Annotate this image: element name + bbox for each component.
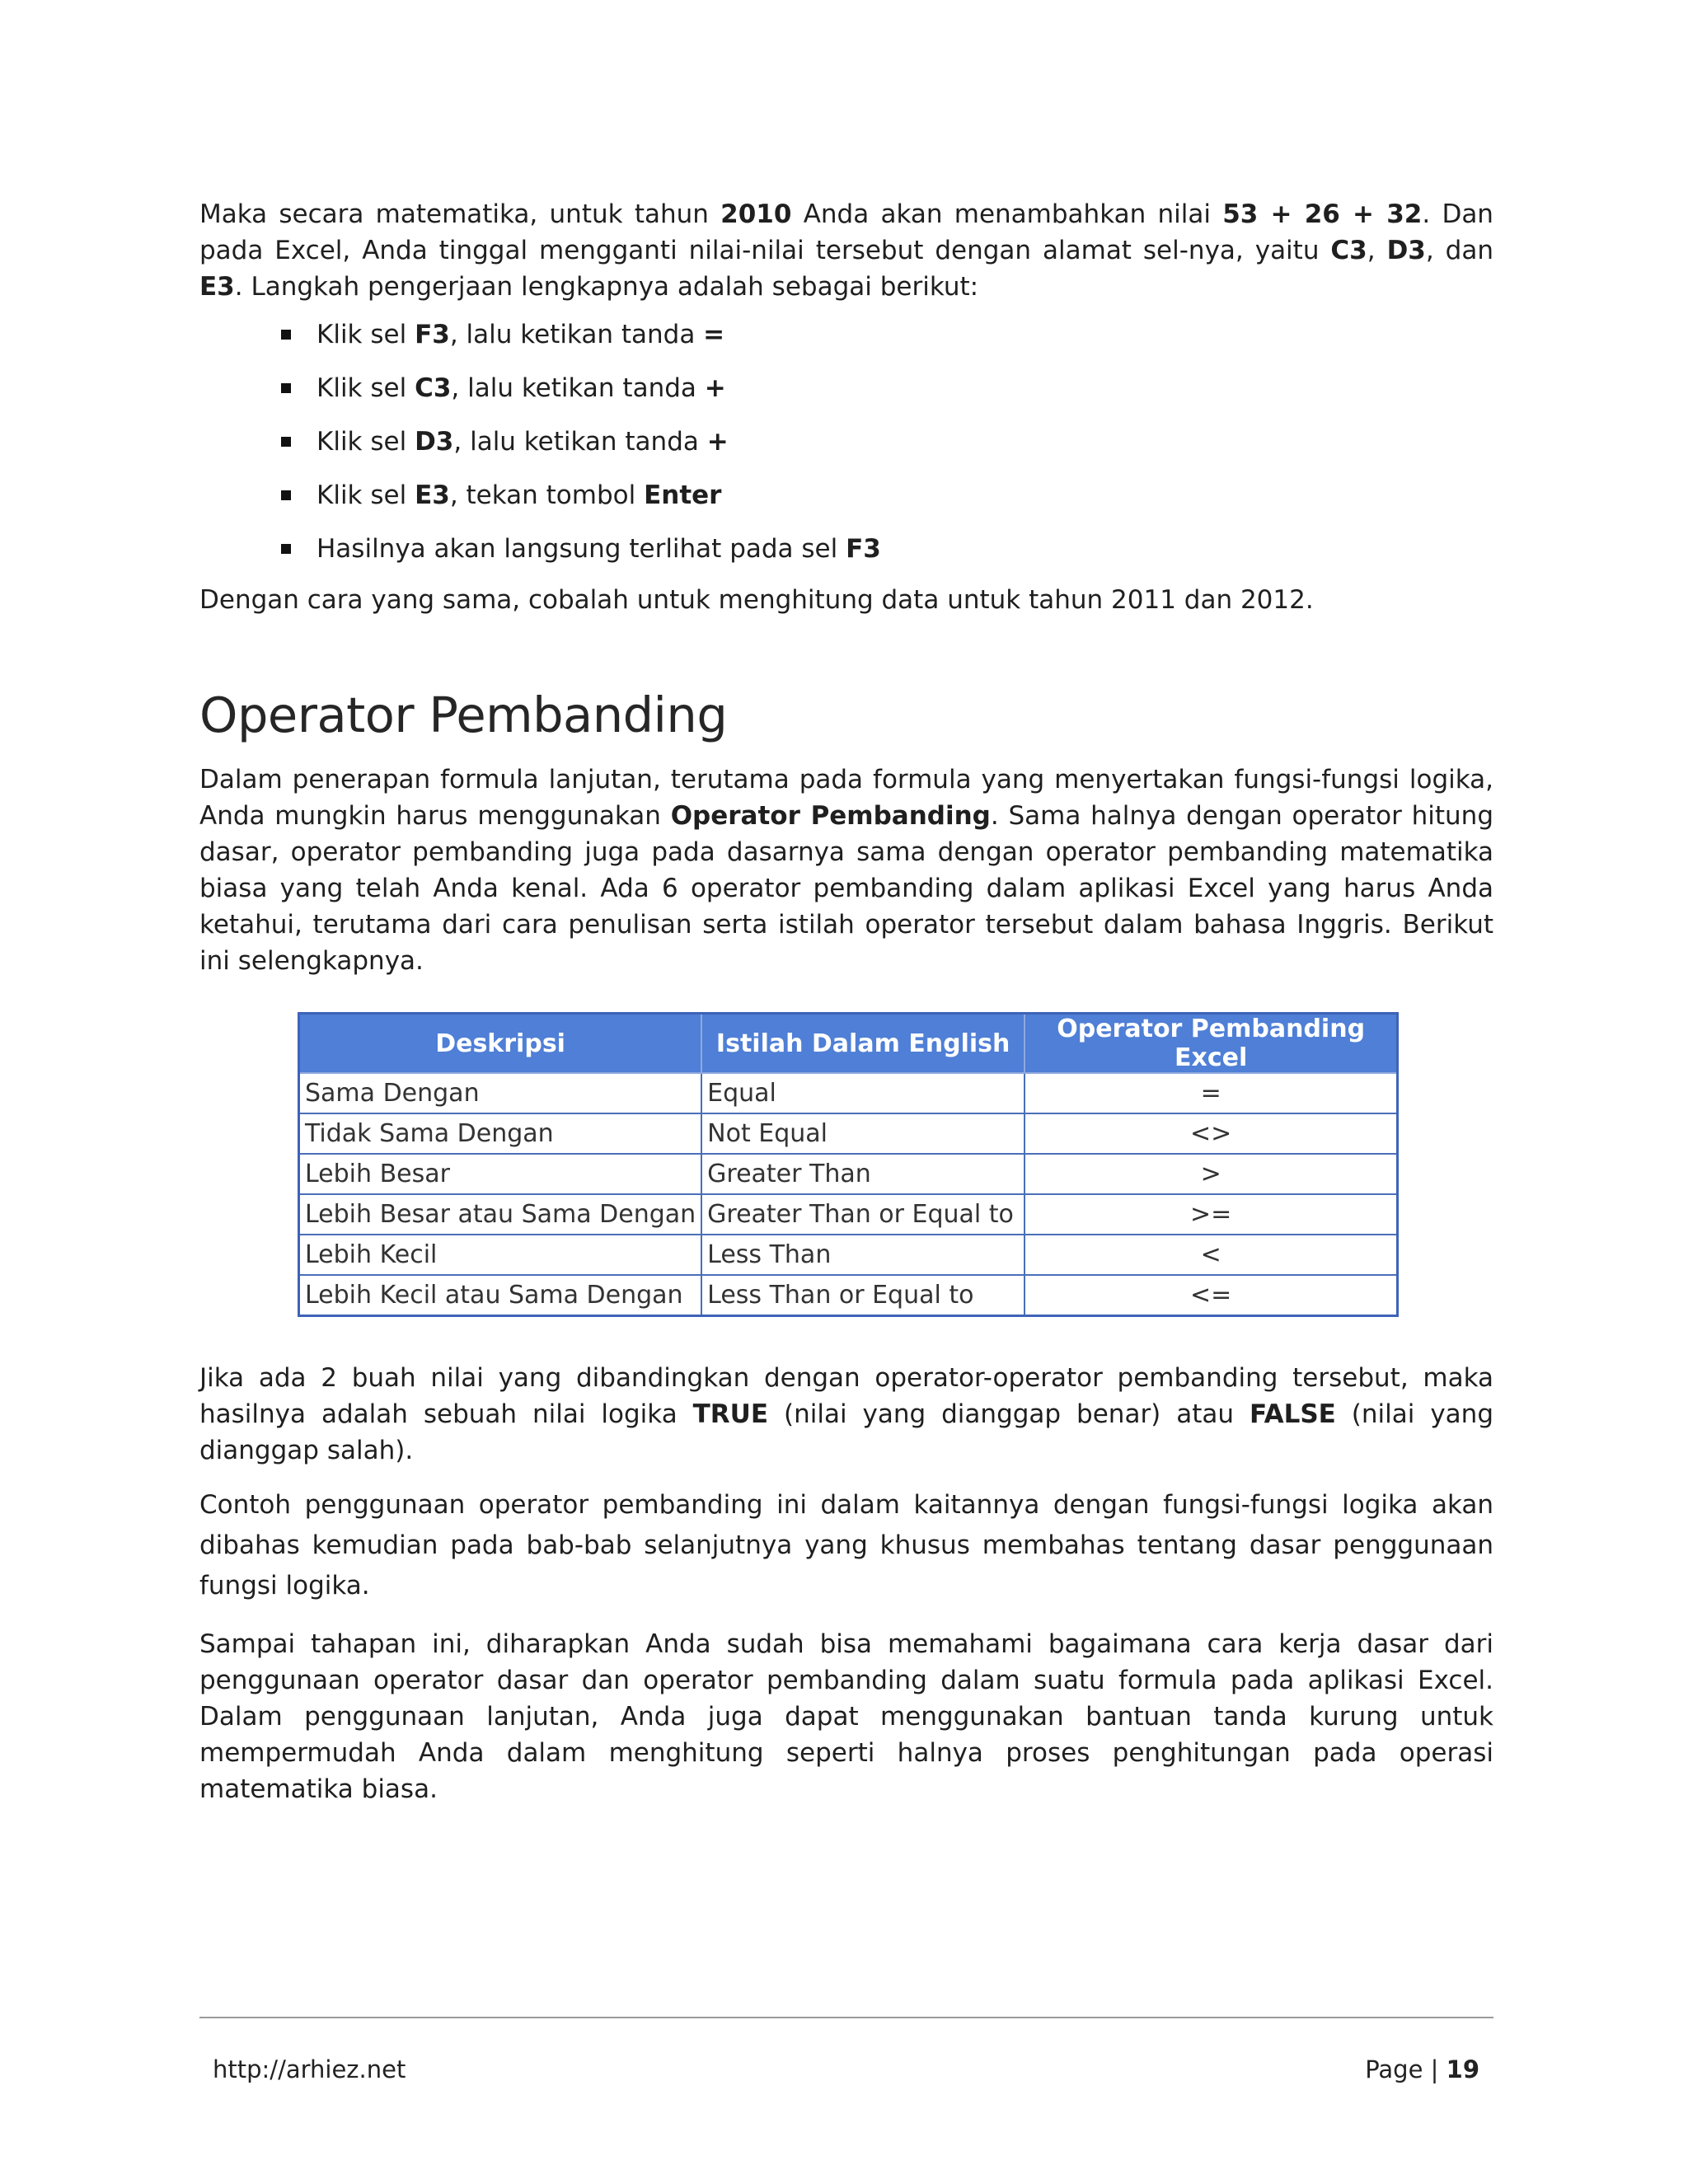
table-row xyxy=(299,1275,1398,1316)
table-row xyxy=(299,1073,1398,1113)
table-cell: >= xyxy=(1025,1194,1398,1235)
square-bullet-icon xyxy=(281,544,291,554)
header-operator: Operator Pembanding Excel xyxy=(1025,1014,1398,1074)
list-item: Hasilnya akan langsung terlihat pada sel F3 xyxy=(199,531,1493,584)
intro-paragraph: Maka secara matematika, untuk tahun 2010 Anda akan menambahkan nilai 53 + 26 + 32. Dan pada Excel, Anda tinggal mengganti nilai-nilai tersebut dengan alamat sel-nya, yaitu C3, D3, dan E3. Langkah pengerjaan lengkapnya adalah sebagai berikut: xyxy=(199,199,1493,302)
operator-table-wrapper xyxy=(298,1012,1493,1317)
table-cell: > xyxy=(1025,1154,1398,1194)
footer-page-number: Page | 19 xyxy=(1365,2055,1479,2083)
list-item: Klik sel C3, lalu ketikan tanda + xyxy=(199,370,1493,424)
table-cell: Lebih Kecil atau Sama Dengan xyxy=(299,1275,702,1316)
table-header-row xyxy=(299,1014,1398,1074)
table-row xyxy=(299,1113,1398,1154)
square-bullet-icon xyxy=(281,490,291,500)
square-bullet-icon xyxy=(281,330,291,340)
table-cell: <= xyxy=(1025,1275,1398,1316)
square-bullet-icon xyxy=(281,437,291,447)
table-cell: Less Than xyxy=(701,1235,1025,1275)
footer-divider xyxy=(199,2017,1493,2018)
table-cell: Less Than or Equal to xyxy=(701,1275,1025,1316)
table-cell: Lebih Kecil xyxy=(299,1235,702,1275)
table-row xyxy=(299,1154,1398,1194)
table-row xyxy=(299,1235,1398,1275)
table-cell: Greater Than or Equal to xyxy=(701,1194,1025,1235)
list-item: Klik sel D3, lalu ketikan tanda + xyxy=(199,424,1493,477)
section-paragraph: Dalam penerapan formula lanjutan, terutama pada formula yang menyertakan fungsi-fungsi logika, Anda mungkin harus menggunakan Operator Pembanding. Sama halnya dengan operator hitung dasar, operator pembanding juga pada dasarnya sama dengan operator pembanding matematika biasa yang telah Anda kenal. Ada 6 operator pembanding dalam aplikasi Excel yang harus Anda ketahui, terutama dari cara penulisan serta istilah operator tersebut dalam bahasa Inggris. Berikut ini selengkapnya. xyxy=(199,765,1493,976)
header-istilah: Istilah Dalam English xyxy=(701,1014,1025,1074)
header-deskripsi: Deskripsi xyxy=(299,1014,702,1074)
table-cell: Sama Dengan xyxy=(299,1073,702,1113)
list-item: Klik sel F3, lalu ketikan tanda = xyxy=(199,316,1493,370)
table-cell: Lebih Besar xyxy=(299,1154,702,1194)
footer-url[interactable]: http://arhiez.net xyxy=(213,2055,406,2083)
table-cell: = xyxy=(1025,1073,1398,1113)
square-bullet-icon xyxy=(281,383,291,393)
table-cell: Tidak Sama Dengan xyxy=(299,1113,702,1154)
document-page xyxy=(199,196,1493,1807)
list-item: Klik sel E3, tekan tombol Enter xyxy=(199,477,1493,531)
operator-table xyxy=(298,1012,1399,1317)
table-cell: Lebih Besar atau Sama Dengan xyxy=(299,1194,702,1235)
table-cell: <> xyxy=(1025,1113,1398,1154)
table-cell: Not Equal xyxy=(701,1113,1025,1154)
result-paragraph: Jika ada 2 buah nilai yang dibandingkan dengan operator-operator pembanding tersebut, maka hasilnya adalah sebuah nilai logika TRUE (nilai yang dianggap benar) atau FALSE (nilai yang dianggap salah). xyxy=(199,1363,1494,1465)
closing-paragraph: Sampai tahapan ini, diharapkan Anda sudah bisa memahami bagaimana cara kerja dasar dari penggunaan operator dasar dan operator pembanding dalam suatu formula pada aplikasi Excel. Dalam penggunaan lanjutan, Anda juga dapat menggunakan bantuan tanda kurung untuk mempermudah Anda dalam menghitung seperti halnya proses penghitungan pada operasi matematika biasa. xyxy=(199,1629,1493,1804)
table-row xyxy=(299,1194,1398,1235)
section-heading: Operator Pembanding xyxy=(199,687,728,743)
table-cell: Greater Than xyxy=(701,1154,1025,1194)
steps-list xyxy=(199,316,1493,584)
table-cell: Equal xyxy=(701,1073,1025,1113)
after-steps-paragraph: Dengan cara yang sama, cobalah untuk menghitung data untuk tahun 2011 dan 2012. xyxy=(199,585,1314,615)
example-paragraph: Contoh penggunaan operator pembanding ini dalam kaitannya dengan fungsi-fungsi logika akan dibahas kemudian pada bab-bab selanjutnya yang khusus membahas tentang dasar penggunaan fungsi logika. xyxy=(199,1490,1493,1601)
table-cell: < xyxy=(1025,1235,1398,1275)
